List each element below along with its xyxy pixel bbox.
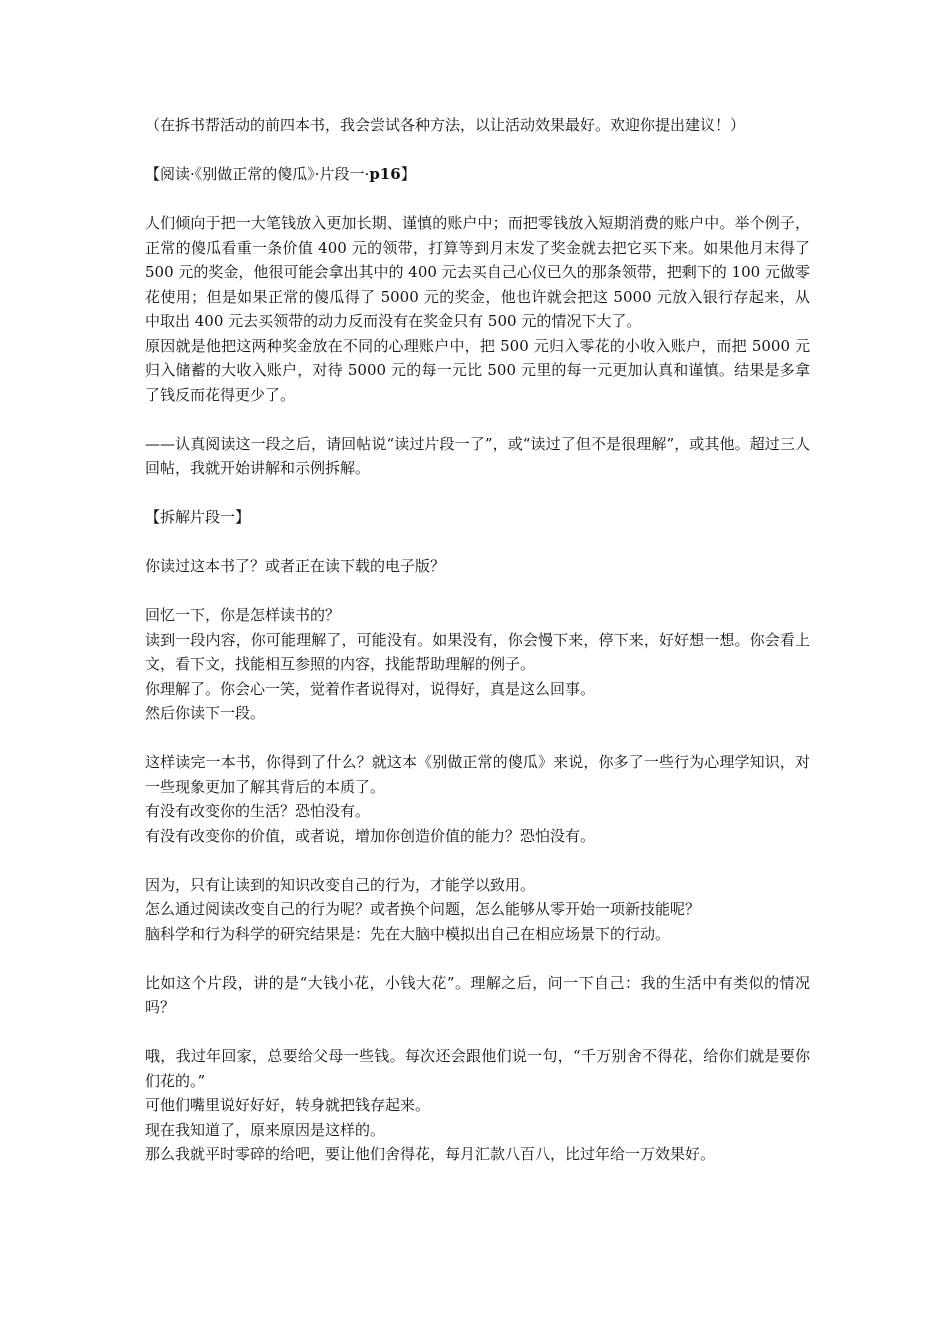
paragraph-recall [145, 603, 810, 726]
paragraph-question: 你读过这本书了？或者正在读下载的电子版？ [145, 557, 446, 575]
reading-heading [145, 162, 810, 187]
reply-prompt: ——认真阅读这一段之后，请回帖说“读过片段一了”，或“读过了但不是很理解”，或其他。超过三人回帖，我就开始讲解和示例拆解。 [145, 434, 810, 477]
reading-heading-suffix: 】 [400, 165, 416, 183]
text-line: 有没有改变你的生活？恐怕没有。 [145, 802, 371, 820]
text-line: 回忆一下，你是怎样读书的？ [145, 606, 341, 624]
book-excerpt [145, 211, 810, 407]
text-line: 那么我就平时零碎的给吧，要让他们舍得花，每月汇款八百八，比过年给一万效果好。 [145, 1145, 716, 1163]
text-line: 哦，我过年回家，总要给父母一些钱。每次还会跟他们说一句，“千万别舍不得花，给你们就是要你们花的。” [145, 1047, 810, 1090]
text-line: 现在我知道了，原来原因是这样的。 [145, 1120, 386, 1139]
excerpt-paragraph: 原因就是他把这两种奖金放在不同的心理账户中，把 500 元归入零花的小收入账户，而把 5000 元归入储蓄的大收入账户，对待 5000 元的每一元比 500 元里的每一元更加认真和谨慎。结果是多拿了钱反而花得更少了。 [145, 336, 810, 404]
text-line: 可他们嘴里说好好好，转身就把钱存起来。 [145, 1096, 431, 1114]
paragraph-reason [145, 873, 810, 947]
text-line: 这样读完一本书，你得到了什么？就这本《别做正常的傻瓜》来说，你多了一些行为心理学知识，对一些现象更加了解其背后的本质了。 [145, 753, 810, 796]
text-line: 读到一段内容，你可能理解了，可能没有。如果没有，你会慢下来，停下来，好好想一想。你会看上文，看下文，找能相互参照的内容，找能帮助理解的例子。 [145, 630, 810, 673]
text-line: 脑科学和行为科学的研究结果是：先在大脑中模拟出自己在相应场景下的行动。 [145, 924, 671, 943]
text-line: 然后你读下一段。 [145, 704, 266, 722]
text-line: 怎么通过阅读改变自己的行为呢？或者换个问题，怎么能够从零开始一项新技能呢？ [145, 900, 701, 918]
text-line: 因为，只有让读到的知识改变自己的行为，才能学以致用。 [145, 875, 536, 894]
reading-heading-page: p16 [369, 165, 401, 183]
paragraph-result [145, 750, 810, 848]
intro-note: （在拆书帮活动的前四本书，我会尝试各种方法，以让活动效果最好。欢迎你提出建议！） [145, 116, 746, 134]
text-line: 有没有改变你的价值，或者说，增加你创造价值的能力？恐怕没有。 [145, 826, 596, 845]
excerpt-paragraph: 人们倾向于把一大笔钱放入更加长期、谨慎的账户中；而把零钱放入短期消费的账户中。举个例子，正常的傻瓜看重一条价值 400 元的领带，打算等到月末发了奖金就去把它买下来。如果他月末得了 500 元的奖金，他很可能会拿出其中的 400 元去买自己心仪已久的那条领带，把剩下的 100 元做零花使用；但是如果正常的傻瓜得了 5000 元的奖金，他也许就会把这 5000 元放入银行存起来，从中取出 400 元去买领带的动力反而没有在奖金只有 500 元的情况下大了。 [145, 214, 810, 330]
document-page [145, 113, 810, 1191]
paragraph-example: 比如这个片段，讲的是“大钱小花，小钱大花”。理解之后，问一下自己：我的生活中有类似的情况吗？ [145, 973, 810, 1016]
reading-heading-prefix: 【阅读·《别做正常的傻瓜》·片段一· [145, 165, 370, 183]
text-line: 你理解了。你会心一笑，觉着作者说得对，说得好，真是这么回事。 [145, 679, 596, 698]
analysis-heading: 【拆解片段一】 [145, 508, 251, 526]
paragraph-story [145, 1044, 810, 1167]
